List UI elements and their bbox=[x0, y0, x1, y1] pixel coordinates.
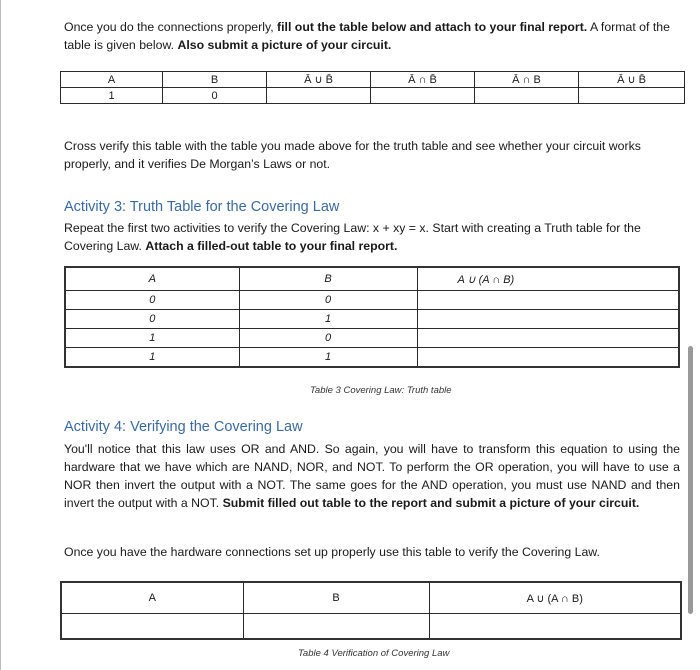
table-cell: 0 bbox=[65, 291, 239, 310]
header-cell: A bbox=[65, 267, 239, 291]
table-row bbox=[65, 291, 679, 310]
table-cell bbox=[417, 348, 679, 368]
table-header-row bbox=[65, 267, 679, 291]
table-row bbox=[65, 310, 679, 329]
table-header-row bbox=[61, 582, 681, 614]
table4-caption: Table 4 Verification of Covering Law bbox=[298, 648, 450, 659]
table-cell: 0 bbox=[239, 291, 417, 310]
scrollbar-thumb[interactable] bbox=[688, 346, 693, 614]
activity4-followup: Once you have the hardware connections set up properly use this table to verify the Covering Law. bbox=[64, 545, 600, 559]
table-cell: 1 bbox=[65, 348, 239, 368]
covering-law-truth-table bbox=[64, 266, 680, 368]
activity3-heading: Activity 3: Truth Table for the Covering Law bbox=[64, 199, 340, 215]
activity3-text: Repeat the first two activities to verify the Covering Law: x + xy = x. Start with creating a Truth table for the Covering Law. bbox=[64, 221, 641, 253]
header-cell: Ā ∪ B̄ bbox=[267, 72, 371, 88]
table-row bbox=[65, 348, 679, 368]
table-cell: 1 bbox=[65, 329, 239, 348]
table-cell: 1 bbox=[61, 88, 163, 104]
table-cell bbox=[579, 88, 685, 104]
header-cell: A ∪ (A ∩ B) bbox=[417, 267, 679, 291]
header-cell: A bbox=[61, 582, 243, 614]
table-row bbox=[65, 329, 679, 348]
table-cell bbox=[417, 329, 679, 348]
intro-bold-picture: Also submit a picture of your circuit. bbox=[177, 38, 392, 52]
header-cell: A bbox=[61, 72, 163, 88]
intro-paragraph bbox=[64, 18, 682, 54]
table-cell: 0 bbox=[163, 88, 267, 104]
table-cell bbox=[371, 88, 475, 104]
header-cell: Ā ∪ B̄ bbox=[579, 72, 685, 88]
activity3-paragraph bbox=[64, 219, 682, 255]
header-cell: A ∪ (A ∩ B) bbox=[429, 582, 681, 614]
table-cell bbox=[243, 614, 429, 640]
table-cell bbox=[417, 291, 679, 310]
table-cell bbox=[267, 88, 371, 104]
table-cell: 1 bbox=[239, 310, 417, 329]
verify-paragraph: Cross verify this table with the table you made above for the truth table and see whether your circuit works properly, and it verifies De Morgan’s Laws or not. bbox=[64, 139, 641, 171]
page-edge bbox=[0, 0, 1, 670]
table-cell bbox=[417, 310, 679, 329]
demorgan-table bbox=[60, 71, 685, 104]
table3-caption: Table 3 Covering Law: Truth table bbox=[310, 385, 452, 396]
header-cell: Ā ∩ B̄ bbox=[371, 72, 475, 88]
table-cell bbox=[429, 614, 681, 640]
header-cell: B bbox=[239, 267, 417, 291]
table-row bbox=[61, 614, 681, 640]
intro-text-mid: A format of the table is given below. bbox=[64, 20, 670, 52]
activity4-heading: Activity 4: Verifying the Covering Law bbox=[64, 419, 303, 435]
intro-text-start: Once you do the connections properly, bbox=[64, 20, 278, 34]
table-header-row bbox=[61, 72, 685, 88]
intro-bold-instruction: fill out the table below and attach to your final report. bbox=[277, 20, 588, 34]
activity4-text: You'll notice that this law uses OR and AND. So again, you will have to transform this equation to using the hardware that we have which are NAND, NOR, and NOT. To perform the OR operation, you will have to use a NOR then invert the output with a NOT. The same goes for the AND operation, you must use NAND and then invert the output with a NOT. bbox=[64, 442, 680, 510]
table-cell: 0 bbox=[239, 329, 417, 348]
header-cell: Ā ∩ B bbox=[475, 72, 579, 88]
table-cell: 0 bbox=[65, 310, 239, 329]
activity4-bold: Submit filled out table to the report and submit a picture of your circuit. bbox=[222, 496, 640, 510]
activity3-bold: Attach a filled-out table to your final report. bbox=[145, 239, 398, 253]
table-row bbox=[61, 88, 685, 104]
activity4-paragraph bbox=[64, 440, 680, 512]
header-cell: B bbox=[163, 72, 267, 88]
covering-law-verification-table bbox=[60, 581, 682, 640]
table-cell bbox=[61, 614, 243, 640]
header-cell: B bbox=[243, 582, 429, 614]
table-cell bbox=[475, 88, 579, 104]
table-cell: 1 bbox=[239, 348, 417, 368]
